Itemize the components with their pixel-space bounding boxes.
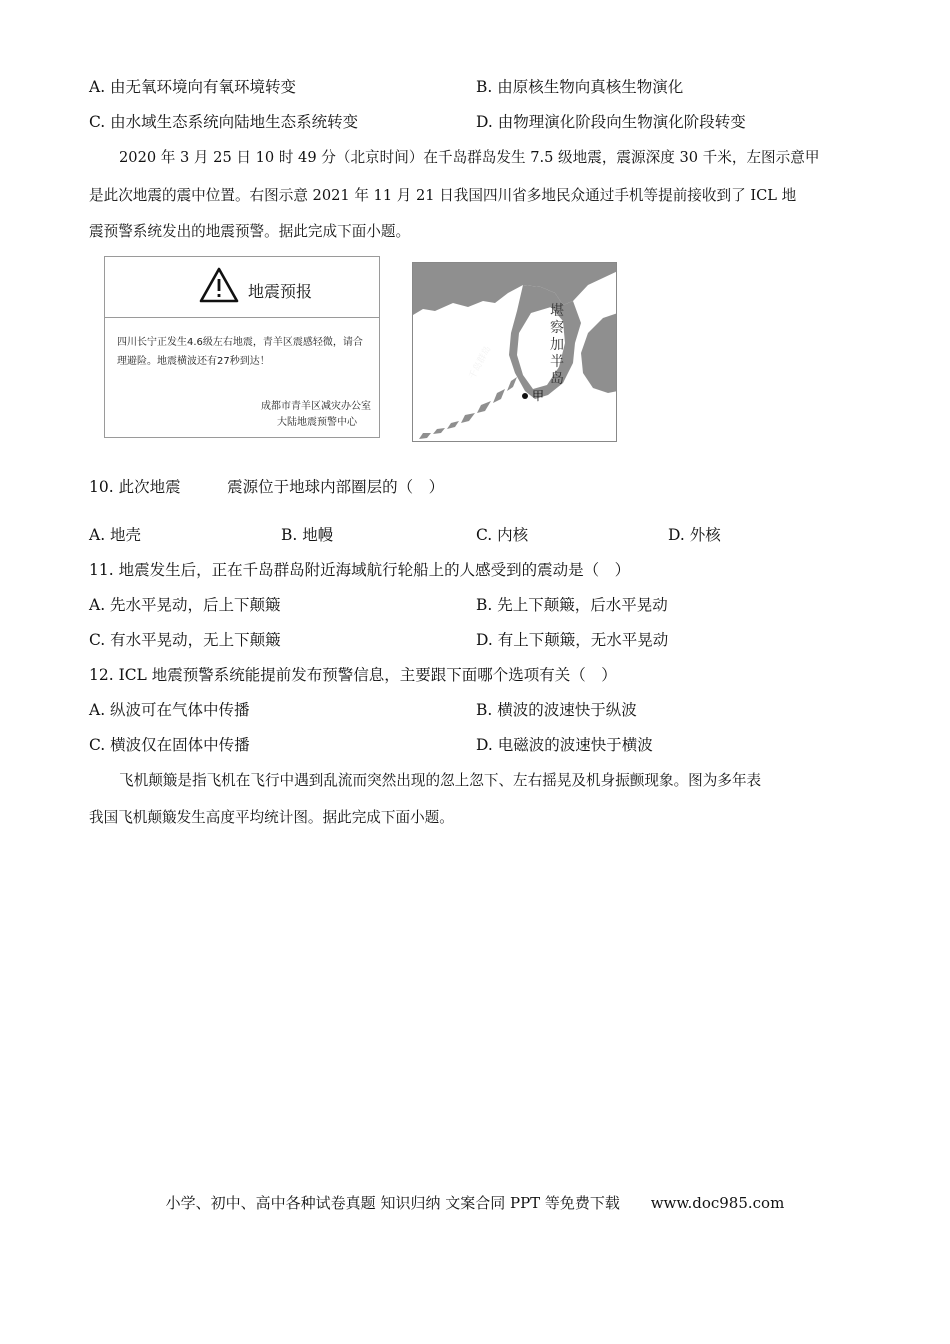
q9-option-d: D. 由物理演化阶段向生物演化阶段转变 bbox=[476, 113, 746, 131]
q12-option-d: D. 电磁波的波速快于横波 bbox=[476, 736, 653, 754]
q12-option-c: C. 横波仅在固体中传播 bbox=[89, 736, 250, 754]
footer-text: 小学、初中、高中各种试卷真题 知识归纳 文案合同 PPT 等免费下载 bbox=[165, 1194, 620, 1212]
q10-option-c: C. 内核 bbox=[476, 526, 529, 544]
q10-option-b: B. 地幔 bbox=[281, 526, 334, 544]
warning-message-line1: 四川长宁正发生4.6级左右地震，青羊区震感轻微，请合 bbox=[117, 337, 363, 348]
warning-title: 地震预报 bbox=[248, 282, 313, 301]
q12-stem: 12. ICL 地震预警系统能提前发布预警信息，主要跟下面哪个选项有关（ ） bbox=[89, 666, 617, 684]
warning-header bbox=[105, 257, 379, 318]
passage1-line1: 2020 年 3 月 25 日 10 时 49 分（北京时间）在千岛群岛发生 7.5 级地震，震源深度 30 千米，左图示意甲 bbox=[119, 149, 820, 166]
q11-stem: 11. 地震发生后，正在千岛群岛附近海域航行轮船上的人感受到的震动是（ ） bbox=[89, 561, 631, 579]
passage2-line1: 飞机颠簸是指飞机在飞行中遇到乱流而突然出现的忽上忽下、左右摇晃及机身振颤现象。图为多年表 bbox=[119, 772, 762, 789]
q9-option-a: A. 由无氧环境向有氧环境转变 bbox=[89, 78, 297, 96]
q9-option-c: C. 由水域生态系统向陆地生态系统转变 bbox=[89, 113, 359, 131]
passage2-line2: 我国飞机颠簸发生高度平均统计图。据此完成下面小题。 bbox=[89, 809, 454, 826]
warning-message-line2: 理避险。地震横波还有27秒到达！ bbox=[117, 356, 270, 367]
q11-option-d: D. 有上下颠簸，无水平晃动 bbox=[476, 631, 669, 649]
q12-option-b: B. 横波的波速快于纵波 bbox=[476, 701, 637, 719]
q10-option-d: D. 外核 bbox=[668, 526, 721, 544]
page-footer bbox=[0, 1192, 950, 1213]
q10-option-a: A. 地壳 bbox=[89, 526, 142, 544]
footer-url[interactable]: www.doc985.com bbox=[650, 1194, 785, 1212]
epicenter-label: 甲 bbox=[532, 389, 545, 403]
warning-triangle-icon bbox=[199, 267, 239, 303]
q11-option-b: B. 先上下颠簸，后水平晃动 bbox=[476, 596, 668, 614]
warning-message bbox=[117, 333, 373, 371]
passage1-line3: 震预警系统发出的地震预警。据此完成下面小题。 bbox=[89, 223, 411, 240]
q11-option-c: C. 有水平晃动，无上下颠簸 bbox=[89, 631, 281, 649]
passage1-line2: 是此次地震的震中位置。右图示意 2021 年 11 月 21 日我国四川省多地民众通过手机等提前接收到了 ICL 地 bbox=[89, 187, 797, 204]
warning-issuer bbox=[261, 399, 371, 431]
warning-issuer-line1: 成都市青羊区减灾办公室 bbox=[261, 401, 371, 412]
q10-stem: 10. 此次地震 震源位于地球内部圈层的（ ） bbox=[89, 478, 445, 496]
earthquake-warning-figure bbox=[104, 256, 380, 438]
warning-issuer-line2: 大陆地震预警中心 bbox=[277, 417, 357, 428]
kamchatka-map bbox=[412, 262, 617, 442]
kuril-islands-label: 千岛群岛 bbox=[467, 344, 494, 382]
peninsula-label: 堪察加半岛 bbox=[550, 303, 564, 387]
q9-option-b: B. 由原核生物向真核生物演化 bbox=[476, 78, 684, 96]
q12-option-a: A. 纵波可在气体中传播 bbox=[89, 701, 250, 719]
map-graphic bbox=[413, 263, 617, 442]
q11-option-a: A. 先水平晃动，后上下颠簸 bbox=[89, 596, 281, 614]
epicenter-marker bbox=[522, 393, 528, 399]
